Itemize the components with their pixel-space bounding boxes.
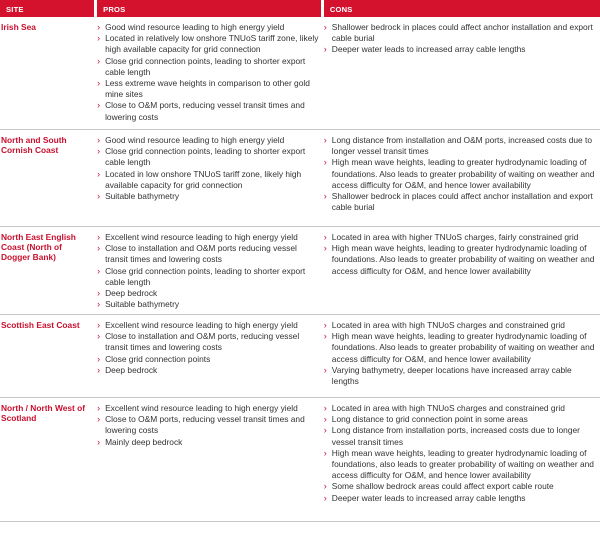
con-item: › High mean wave heights, leading to greater hydrodynamic loading of foundations, also leads to greater probability of waiting on weather and access difficulty for O&M, and hence lower availability [324,448,598,482]
pros-list [97,403,319,448]
pro-item: › Close to installation and O&M ports, reducing vessel transit times and lowering costs [97,331,319,353]
con-item: › Located in area with higher TNUoS charges, fairly constrained grid [324,232,598,243]
con-item: › Shallower bedrock in places could affect anchor installation and export cable burial [324,191,598,213]
pros-cell [97,17,321,129]
pro-item: › Close grid connection points, leading to shorter export cable length [97,56,319,78]
cons-cell [324,227,600,314]
con-item: › Long distance to grid connection point in some areas [324,414,598,425]
pro-item: › Close grid connection points, leading to shorter export cable length [97,146,319,168]
pros-list [97,232,319,310]
header-pros: PROS [97,0,321,17]
table-row [0,315,600,398]
con-item: › High mean wave heights, leading to greater hydrodynamic loading of foundations. Also leads to greater probability of waiting on weather and access difficulty for O&M, and hence lower availability [324,243,598,277]
con-item: › Deeper water leads to increased array cable lengths [324,493,598,504]
pros-cell [97,315,321,397]
con-item: › High mean wave heights, leading to greater hydrodynamic loading of foundations. Also leads to greater probability of waiting on weather and access difficulty for O&M, and hence lower availability [324,157,598,191]
pro-item: › Deep bedrock [97,365,319,376]
pro-item: › Close grid connection points, leading to shorter export cable length [97,266,319,288]
pros-list [97,22,319,123]
header-site: SITE [0,0,94,17]
con-item: › Shallower bedrock in places could affect anchor installation and export cable burial [324,22,598,44]
pros-list [97,320,319,376]
site-name: Irish Sea [1,22,36,32]
cons-list [324,320,598,387]
pros-cell [97,130,321,226]
site-name: North and South Cornish Coast [1,135,67,156]
pro-item: › Mainly deep bedrock [97,437,319,448]
cons-cell [324,130,600,226]
site-name: North East English Coast (North of Dogger Bank) [1,232,76,263]
table-row [0,17,600,130]
con-item: › Deeper water leads to increased array cable lengths [324,44,598,55]
cons-cell [324,17,600,129]
pro-item: › Located in relatively low onshore TNUoS tariff zone, likely high available capacity for grid connection [97,33,319,55]
pro-item: › Located in low onshore TNUoS tariff zone, likely high available capacity for grid connection [97,169,319,191]
cons-cell [324,315,600,397]
pro-item: › Good wind resource leading to high energy yield [97,22,319,33]
pros-cell [97,398,321,521]
con-item: › Long distance from installation and O&M ports, increased costs due to longer vessel transit times [324,135,598,157]
site-name: North / North West of Scotland [1,403,86,424]
pro-item: › Close to installation and O&M ports reducing vessel transit times and lowering costs [97,243,319,265]
pro-item: › Excellent wind resource leading to high energy yield [97,232,319,243]
cons-cell [324,398,600,521]
pro-item: › Excellent wind resource leading to high energy yield [97,403,319,414]
pro-item: › Less extreme wave heights in comparison to other gold mine sites [97,78,319,100]
table-row [0,398,600,522]
site-name: Scottish East Coast [1,320,80,330]
pros-cell [97,227,321,314]
pro-item: › Suitable bathymetry [97,191,319,202]
pro-item: › Close grid connection points [97,354,319,365]
con-item: › Varying bathymetry, deeper locations have increased array cable lengths [324,365,598,387]
pro-item: › Deep bedrock [97,288,319,299]
header-cons: CONS [324,0,600,17]
table-body [0,17,600,522]
cons-list [324,403,598,504]
pro-item: › Good wind resource leading to high energy yield [97,135,319,146]
pro-item: › Close to O&M ports, reducing vessel transit times and lowering costs [97,100,319,122]
con-item: › Long distance from installation ports, increased costs due to longer vessel transit times [324,425,598,447]
con-item: › High mean wave heights, leading to greater hydrodynamic loading of foundations. Also leads to greater probability of waiting on weather and access difficulty for O&M, and hence lower availability [324,331,598,365]
cons-list [324,232,598,277]
pros-list [97,135,319,202]
pro-item: › Suitable bathymetry [97,299,319,310]
table-row [0,130,600,227]
con-item: › Located in area with high TNUoS charges and constrained grid [324,320,598,331]
table-row [0,227,600,315]
cons-list [324,135,598,213]
cons-list [324,22,598,56]
pro-item: › Close to O&M ports, reducing vessel transit times and lowering costs [97,414,319,436]
table-header [0,0,600,17]
con-item: › Located in area with high TNUoS charges and constrained grid [324,403,598,414]
con-item: › Some shallow bedrock areas could affect export cable route [324,481,598,492]
pro-item: › Excellent wind resource leading to high energy yield [97,320,319,331]
